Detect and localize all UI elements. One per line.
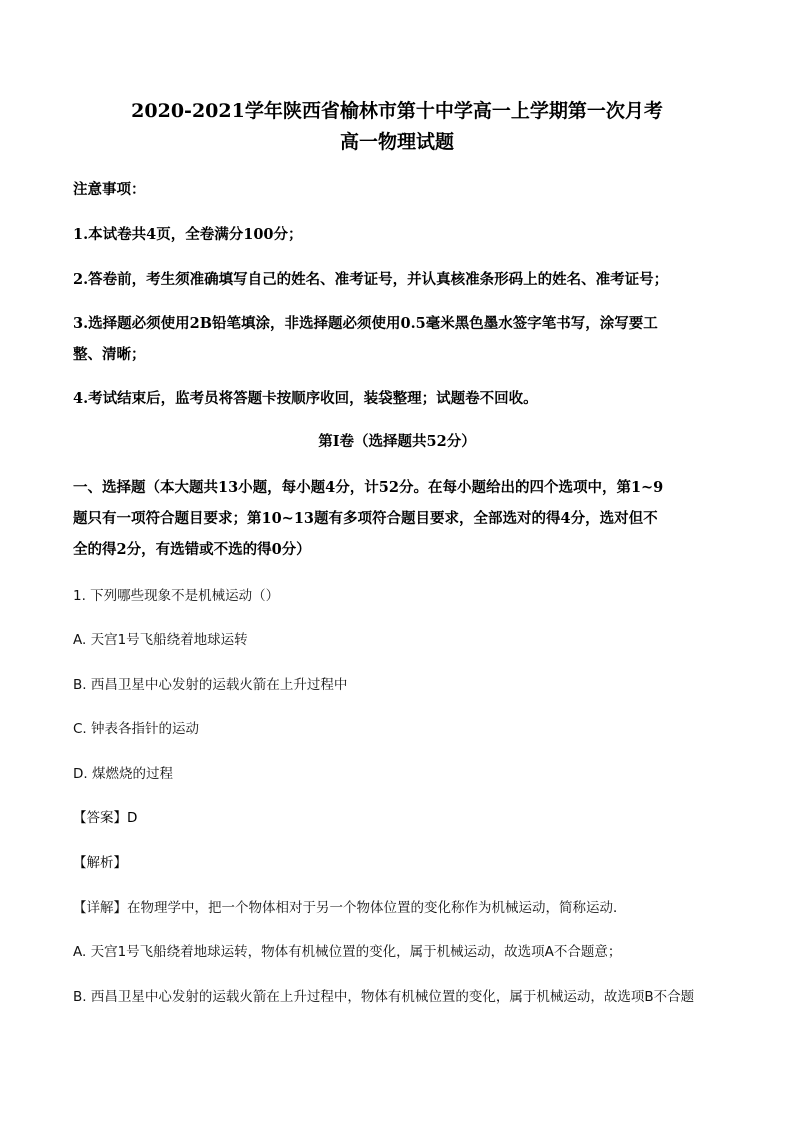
notice-heading: 注意事项： [73, 181, 146, 198]
section-heading: 第Ⅰ卷（选择题共52分） [318, 433, 476, 450]
question-option: D. 煤燃烧的过程 [73, 766, 173, 782]
section-instructions: 题只有一项符合题目要求；第10~13题有多项符合题目要求，全部选对的得4分，选对但不 [73, 510, 658, 527]
explanation-line: A. 天宫1号飞船绕着地球运转，物体有机械位置的变化，属于机械运动，故选项A不合题意； [73, 944, 622, 960]
question-option: B. 西昌卫星中心发射的运载火箭在上升过程中 [73, 677, 348, 693]
question-stem: 1. 下列哪些现象不是机械运动（） [73, 588, 280, 604]
question-option: A. 天宫1号飞船绕着地球运转 [73, 632, 248, 648]
document-title: 2020-2021学年陕西省榆林市第十中学高一上学期第一次月考 [131, 100, 663, 122]
section-instructions: 一、选择题（本大题共13小题，每小题4分，计52分。在每小题给出的四个选项中，第1~9 [73, 479, 664, 496]
notice-item: 2.答卷前，考生须准确填写自己的姓名、准考证号，并认真核准条形码上的姓名、准考证号； [73, 271, 669, 288]
section-instructions: 全的得2分，有选错或不选的得0分） [73, 541, 311, 558]
answer-label: 【答案】D [73, 810, 138, 826]
question-option: C. 钟表各指针的运动 [73, 721, 200, 737]
notice-item: 1.本试卷共4页，全卷满分100分； [73, 226, 303, 243]
notice-item: 4.考试结束后，监考员将答题卡按顺序收回，装袋整理；试题卷不回收。 [73, 390, 538, 407]
analysis-heading: 【解析】 [73, 855, 127, 871]
notice-item: 整、清晰； [73, 346, 146, 363]
notice-item: 3.选择题必须使用2B铅笔填涂，非选择题必须使用0.5毫米黑色墨水签字笔书写，涂写要工 [73, 315, 658, 332]
explanation-line: B. 西昌卫星中心发射的运载火箭在上升过程中，物体有机械位置的变化，属于机械运动，故选项B不合题 [73, 989, 695, 1005]
document-subtitle: 高一物理试题 [339, 131, 454, 153]
explanation-line: 【详解】在物理学中，把一个物体相对于另一个物体位置的变化称作为机械运动，简称运动． [73, 900, 627, 916]
